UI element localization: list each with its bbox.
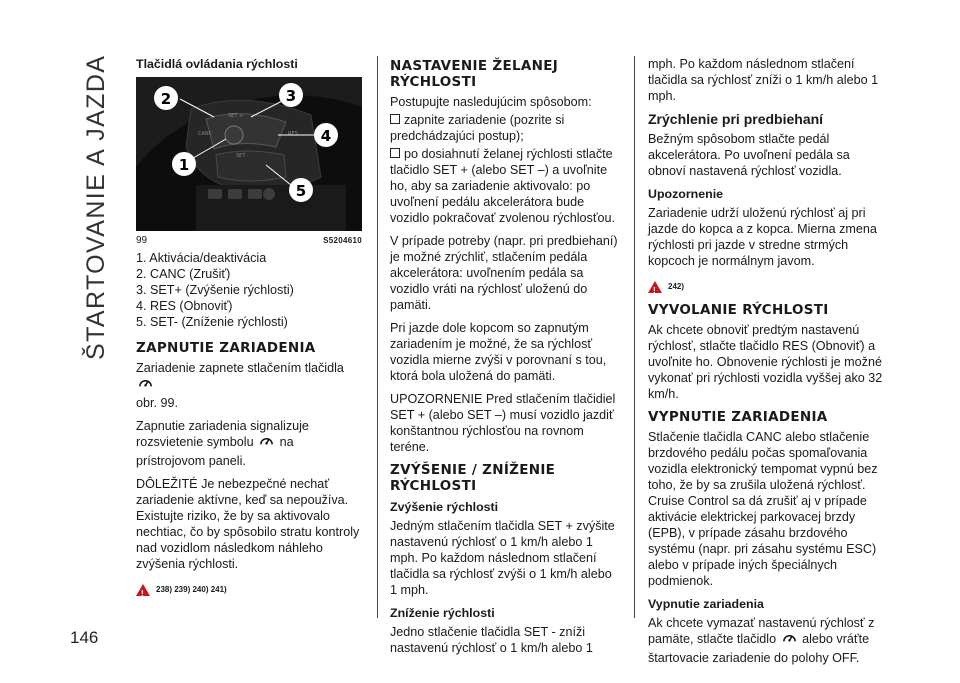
callout-4 bbox=[314, 123, 338, 147]
svg-text:1: 1 bbox=[178, 156, 190, 174]
column-3 bbox=[648, 56, 884, 673]
paragraph: Ak chcete obnoviť predtým nastavenú rýchlosť, stlačte tlačidlo RES (Obnoviť) a uvoľnite ho. Obnovenie rýchlosti je možné vykonať pri rýchlosti vozidla vyššej ako 32 km/h. bbox=[648, 323, 883, 401]
paragraph: DÔLEŽITÉ Je nebezpečné nechať zariadenie aktívne, keď sa nepoužíva. Existujte riziko, že by sa aktivovalo nechtiac, čo by spôsobilo stratu kontroly nad vozidlom následkom náhleho zvýšenia rýchlosti. bbox=[136, 477, 360, 571]
legend-item: 1. Aktivácia/deaktivácia bbox=[136, 251, 267, 265]
cruise-control-icon bbox=[782, 631, 797, 650]
legend-item: 2. CANC (Zrušiť) bbox=[136, 267, 231, 281]
figure-cruise-buttons bbox=[136, 77, 362, 231]
paragraph: V prípade potreby (napr. pri predbiehaní) je možné zrýchliť, stlačením pedála akcelerátora: uvoľnením pedála sa vozidlo vráti na rýchlosť uloženú do pamäti. bbox=[390, 234, 618, 312]
subheading: Upozornenie bbox=[648, 187, 724, 201]
paragraph: Bežným spôsobom stlačte pedál akcelerátora. Po uvoľnení pedála sa obnoví nastavená rýchlosť vozidla. bbox=[648, 132, 850, 178]
paragraph: UPOZORNENIE Pred stlačením tlačidiel SET + (alebo SET –) musí vozidlo jazdiť konštantnou rýchlosťou na rovnom teréne. bbox=[390, 392, 616, 454]
column-divider bbox=[634, 56, 635, 618]
res-label: RES bbox=[288, 131, 298, 137]
paragraph: Stlačenie tlačidla CANC alebo stlačenie brzdového pedálu počas spomaľovania vozidla elektronický tempomat vypnú bez toho, že by sa zrušila uložená rýchlosť. Cruise Control sa dá zrušiť aj v prípade aktivácie elektrickej parkovacej brzdy (EPB), v prípade zásahu brzdového systému (napr. pri zásahu systému ESC) alebo v prípade iných špeciálnych podmienok. bbox=[648, 430, 878, 588]
set-plus-label: SET + bbox=[228, 113, 244, 119]
legend-item: 3. SET+ (Zvýšenie rýchlosti) bbox=[136, 283, 294, 297]
warning-icon bbox=[136, 584, 150, 596]
section-heading: VYVOLANIE RÝCHLOSTI bbox=[648, 302, 829, 318]
figure-code: S5204610 bbox=[323, 236, 362, 245]
warning-references: ! 242) bbox=[648, 279, 884, 295]
svg-text:2: 2 bbox=[160, 90, 172, 108]
paragraph: mph. Po každom následnom stlačení tlačidla sa rýchlosť zníži o 1 km/h alebo 1 mph. bbox=[648, 57, 879, 103]
svg-text:3: 3 bbox=[285, 87, 297, 105]
bullet-item: zapnite zariadenie (pozrite si predchádzajúci postup); bbox=[390, 113, 565, 143]
subheading: Zvýšenie rýchlosti bbox=[390, 500, 499, 514]
chapter-title: ŠTARTOVANIE A JAZDA bbox=[82, 54, 110, 360]
figure-caption bbox=[136, 233, 362, 249]
checkbox-bullet-icon bbox=[390, 148, 400, 158]
legend-item: 5. SET- (Zníženie rýchlosti) bbox=[136, 315, 288, 329]
page-number: 146 bbox=[70, 628, 99, 647]
callout-2 bbox=[154, 86, 178, 110]
paragraph: Zariadenie udrží uloženú rýchlosť aj pri jazde do kopca a z kopca. Mierna zmena rýchlosti pri jazde v stredne strmých kopcoch je normálnym javom. bbox=[648, 206, 877, 268]
svg-text:4: 4 bbox=[320, 127, 332, 145]
section-heading: VYPNUTIE ZARIADENIA bbox=[648, 409, 828, 425]
column-divider bbox=[377, 56, 378, 618]
bullet-item: po dosiahnutí želanej rýchlosti stlačte tlačidlo SET + (alebo SET –) a uvoľnite ho, aby sa zariadenie aktivovalo: po uvoľnení pedálu akcelerátora bude vozidlo pokračovať zvolenou rýchlosťou. bbox=[390, 147, 616, 225]
figure-number: 99 bbox=[136, 235, 148, 246]
warning-icon bbox=[648, 281, 662, 293]
subheading: Vypnutie zariadenia bbox=[648, 597, 764, 611]
warning-references: ! 238) 239) 240) 241) bbox=[136, 582, 362, 598]
section-heading: Zrýchlenie pri predbiehaní bbox=[648, 111, 824, 127]
subheading: Zníženie rýchlosti bbox=[390, 606, 495, 620]
paragraph: Ak chcete vymazať nastavenú rýchlosť z pamäte, stlačte tlačidlo alebo vráťte štartovacie zariadenie do polohy OFF. bbox=[648, 616, 875, 665]
cruise-control-icon bbox=[138, 376, 153, 395]
paragraph: Postupujte nasledujúcim spôsobom: bbox=[390, 95, 592, 109]
callout-3 bbox=[279, 83, 303, 107]
paragraph: Pri jazde dole kopcom so zapnutým zariadením je možné, že sa rýchlosť vozidla mierne zvýši v porovnaní s tou, ktorá bola uložená do pamäti. bbox=[390, 321, 607, 383]
paragraph: Zariadenie zapnete stlačením tlačidla obr. 99. bbox=[136, 361, 344, 410]
paragraph: Jedným stlačením tlačidla SET + zvýšite nastavenú rýchlosť o 1 km/h alebo 1 mph. Po každom následnom stlačení tlačidla sa rýchlosť zvýši o 1 km/h alebo 1 mph. bbox=[390, 519, 615, 597]
section-heading: NASTAVENIE ŽELANEJ RÝCHLOSTI bbox=[390, 58, 559, 90]
callout-5 bbox=[289, 178, 313, 202]
canc-label: CANC bbox=[198, 131, 213, 137]
svg-text:5: 5 bbox=[295, 182, 307, 200]
legend-item: 4. RES (Obnoviť) bbox=[136, 299, 233, 313]
column-1 bbox=[136, 56, 362, 604]
cruise-control-icon bbox=[259, 434, 274, 453]
paragraph: Zapnutie zariadenia signalizuje rozsvietenie symbolu na prístrojovom paneli. bbox=[136, 419, 309, 468]
paragraph: Jedno stlačenie tlačidla SET - zníži nastavenú rýchlosť o 1 km/h alebo 1 bbox=[390, 625, 593, 655]
callout-1 bbox=[172, 152, 196, 176]
checkbox-bullet-icon bbox=[390, 114, 400, 124]
figure-legend bbox=[136, 250, 362, 330]
set-minus-label: SET - bbox=[236, 153, 249, 159]
section-heading: ZVÝŠENIE / ZNÍŽENIE RÝCHLOSTI bbox=[390, 462, 556, 494]
section-heading: Tlačidlá ovládania rýchlosti bbox=[136, 57, 298, 71]
steering-wheel-illustration bbox=[136, 77, 362, 231]
column-2 bbox=[390, 56, 618, 663]
section-heading: ZAPNUTIE ZARIADENIA bbox=[136, 340, 316, 356]
